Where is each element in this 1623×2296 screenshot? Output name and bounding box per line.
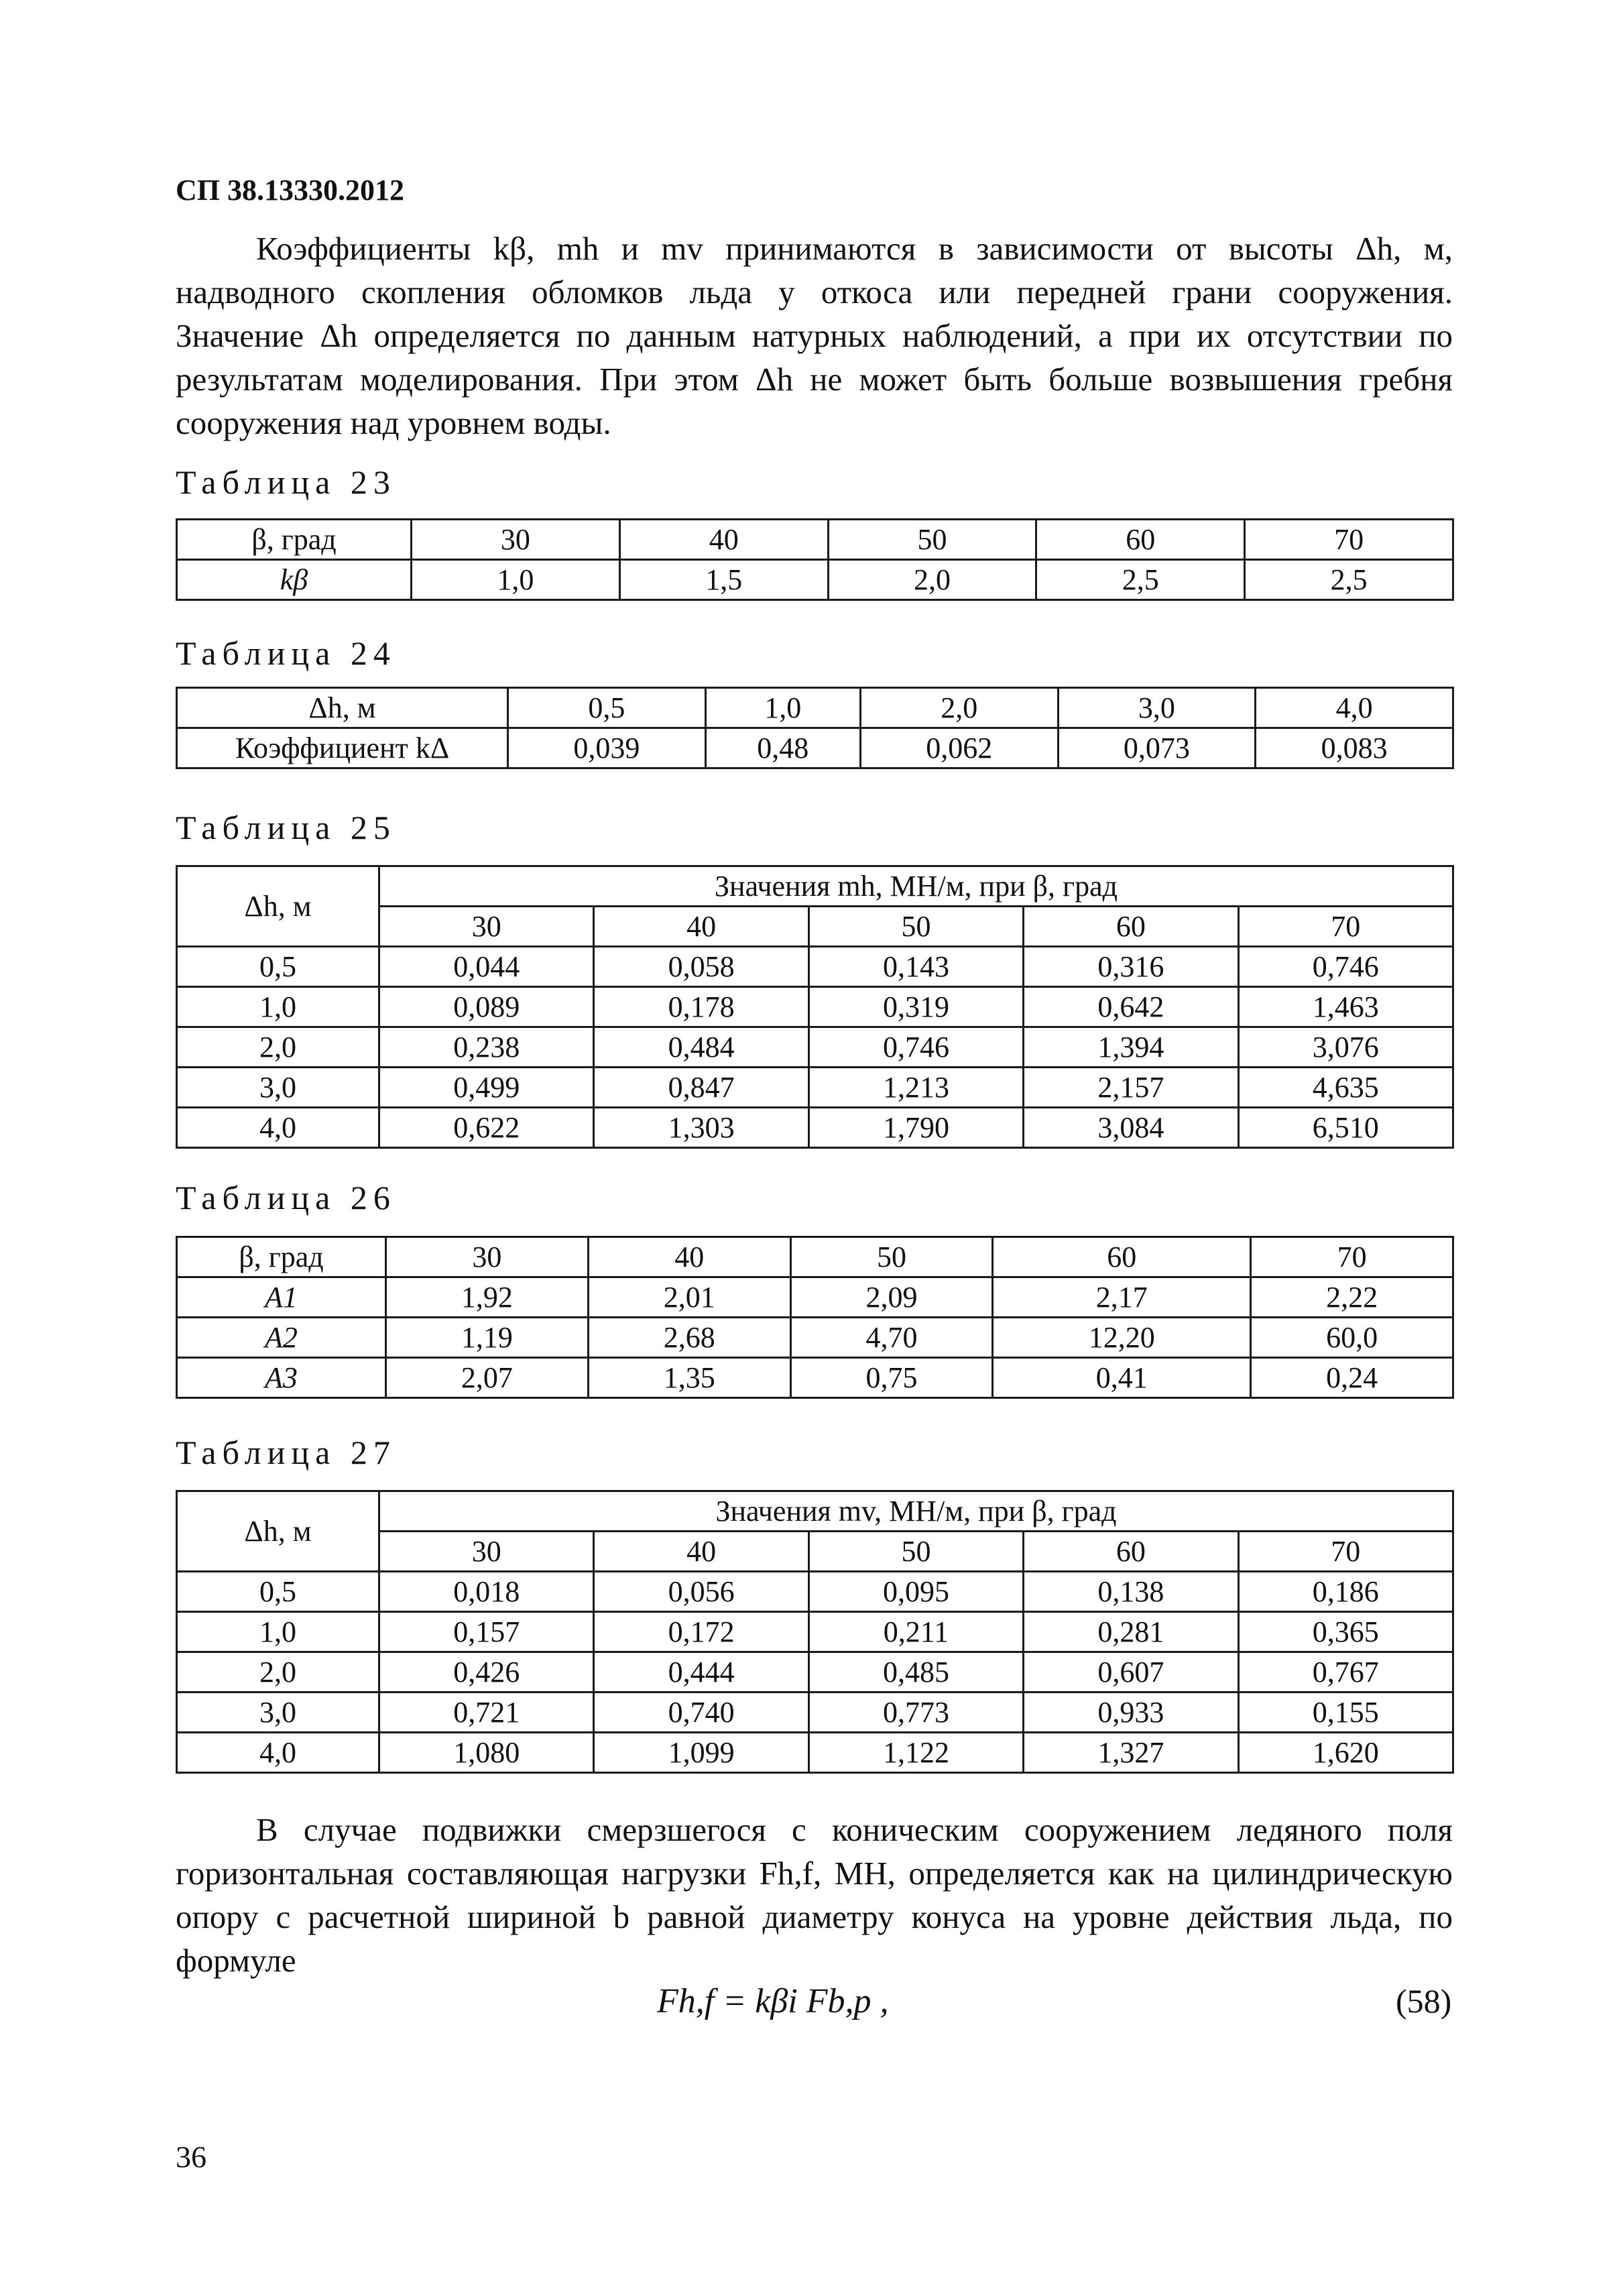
header-cell: 30	[379, 1532, 594, 1572]
header-cell: 30	[412, 520, 620, 560]
table-cell: 12,20	[993, 1318, 1251, 1358]
group-header-cell: Значения mv, МН/м, при β, град	[379, 1491, 1453, 1532]
row-label: Коэффициент kΔ	[177, 728, 508, 768]
table-row	[177, 728, 1453, 768]
header-cell: β, град	[177, 520, 412, 560]
table-row	[177, 560, 1453, 600]
header-cell: 70	[1245, 520, 1453, 560]
header-cell: 50	[790, 1237, 993, 1277]
table-cell: 0,083	[1256, 728, 1453, 768]
intro-line: Коэффициенты kβ, mh и mv принимаются в зависимости от высоты Δh, м,	[256, 230, 1453, 267]
table-cell: 1,19	[386, 1318, 589, 1358]
table-row	[177, 987, 1453, 1027]
table-row	[177, 1277, 1453, 1318]
header-cell: Δh, м	[177, 688, 508, 728]
table-row	[177, 1612, 1453, 1652]
table-cell: 0,095	[808, 1572, 1023, 1612]
page-number: 36	[176, 2140, 206, 2174]
table-cell: 0,316	[1024, 947, 1238, 987]
table-cell: 1,080	[379, 1733, 594, 1773]
table-cell: 1,5	[619, 560, 828, 600]
table-cell: 3,076	[1238, 1027, 1453, 1068]
table25	[176, 865, 1454, 1149]
table-cell: 0,740	[594, 1692, 808, 1733]
table-cell: 0,178	[594, 987, 808, 1027]
table-cell: 0,039	[508, 728, 706, 768]
table26	[176, 1236, 1454, 1399]
table-cell: 0,365	[1238, 1612, 1453, 1652]
table27-caption: Таблица 27	[176, 1434, 396, 1471]
header-cell: 60	[1036, 520, 1245, 560]
table-cell: 0,186	[1238, 1572, 1453, 1612]
row-label: A1	[177, 1277, 386, 1318]
table-cell: 0,642	[1024, 987, 1238, 1027]
table-cell: 0,607	[1024, 1652, 1238, 1692]
table-row	[177, 1358, 1453, 1398]
document-code: СП 38.13330.2012	[176, 174, 404, 207]
table-row	[177, 947, 1453, 987]
table-cell: 4,0	[177, 1733, 379, 1773]
table23	[176, 518, 1454, 601]
table-cell: 1,0	[177, 1612, 379, 1652]
intro-line: результатам моделирования. При этом Δh не может быть больше возвышения гребня	[176, 361, 1453, 398]
table-cell: 1,463	[1238, 987, 1453, 1027]
table-cell: 0,484	[594, 1027, 808, 1068]
header-cell: 30	[379, 907, 594, 947]
table-cell: 0,622	[379, 1108, 594, 1148]
closing-line: горизонтальная составляющая нагрузки Fh,f, МН, определяется как на цилиндрическую	[176, 1855, 1453, 1892]
closing-line: опору с расчетной шириной b равной диаметру конуса на уровне действия льда, по	[176, 1898, 1453, 1935]
table-cell: 0,319	[808, 987, 1023, 1027]
table-cell: 2,17	[993, 1277, 1251, 1318]
table-cell: 0,172	[594, 1612, 808, 1652]
header-cell: 50	[808, 907, 1023, 947]
row-label: kβ	[177, 560, 412, 600]
table-cell: 1,303	[594, 1108, 808, 1148]
header-cell: 50	[828, 520, 1036, 560]
table-cell: 0,746	[808, 1027, 1023, 1068]
table-cell: 1,0	[412, 560, 620, 600]
row-label: A3	[177, 1358, 386, 1398]
table-cell: 0,721	[379, 1692, 594, 1733]
table-cell: 1,620	[1238, 1733, 1453, 1773]
table-cell: 0,157	[379, 1612, 594, 1652]
header-cell: 60	[1024, 1532, 1238, 1572]
table24-caption: Таблица 24	[176, 634, 396, 672]
table-cell: 0,41	[993, 1358, 1251, 1398]
table-cell: 1,122	[808, 1733, 1023, 1773]
table-cell: 3,0	[177, 1068, 379, 1108]
header-cell: 40	[619, 520, 828, 560]
table-cell: 1,394	[1024, 1027, 1238, 1068]
header-cell: 1,0	[705, 688, 860, 728]
table-cell: 0,746	[1238, 947, 1453, 987]
table-cell: 0,238	[379, 1027, 594, 1068]
table-row	[177, 1692, 1453, 1733]
table-cell: 2,5	[1036, 560, 1245, 600]
table-cell: 0,018	[379, 1572, 594, 1612]
table-cell: 0,48	[705, 728, 860, 768]
table-cell: 0,211	[808, 1612, 1023, 1652]
table-row	[177, 1652, 1453, 1692]
table-header-row	[177, 688, 1453, 728]
table-cell: 2,22	[1251, 1277, 1453, 1318]
table-cell: 1,327	[1024, 1733, 1238, 1773]
table-row	[177, 1027, 1453, 1068]
table-cell: 1,790	[808, 1108, 1023, 1148]
table-cell: 2,0	[177, 1027, 379, 1068]
table24	[176, 687, 1454, 769]
table-cell: 1,35	[588, 1358, 790, 1398]
row-header-cell: Δh, м	[177, 1491, 379, 1572]
header-cell: 70	[1238, 1532, 1453, 1572]
table-cell: 0,485	[808, 1652, 1023, 1692]
table-cell: 0,062	[860, 728, 1058, 768]
table-cell: 0,138	[1024, 1572, 1238, 1612]
table-cell: 1,099	[594, 1733, 808, 1773]
table-cell: 0,281	[1024, 1612, 1238, 1652]
table-cell: 2,0	[828, 560, 1036, 600]
table-cell: 6,510	[1238, 1108, 1453, 1148]
row-header-cell: Δh, м	[177, 866, 379, 947]
header-cell: 70	[1238, 907, 1453, 947]
table-header-row	[177, 1491, 1453, 1532]
table-row	[177, 1572, 1453, 1612]
table-cell: 2,5	[1245, 560, 1453, 600]
table-cell: 0,444	[594, 1652, 808, 1692]
table-cell: 3,084	[1024, 1108, 1238, 1148]
table-cell: 0,155	[1238, 1692, 1453, 1733]
header-cell: 60	[1024, 907, 1238, 947]
table-cell: 0,143	[808, 947, 1023, 987]
table-cell: 0,24	[1251, 1358, 1453, 1398]
table-cell: 2,07	[386, 1358, 589, 1398]
table-cell: 0,089	[379, 987, 594, 1027]
table-row	[177, 1733, 1453, 1773]
intro-line: сооружения над уровнем воды.	[176, 404, 611, 441]
table-cell: 0,5	[177, 947, 379, 987]
header-cell: 3,0	[1058, 688, 1256, 728]
header-cell: 60	[993, 1237, 1251, 1277]
table-cell: 0,058	[594, 947, 808, 987]
header-cell: 40	[594, 907, 808, 947]
table-cell: 0,5	[177, 1572, 379, 1612]
header-cell: 40	[588, 1237, 790, 1277]
table-row	[177, 1318, 1453, 1358]
table-cell: 1,92	[386, 1277, 589, 1318]
table-cell: 0,499	[379, 1068, 594, 1108]
table23-caption: Таблица 23	[176, 463, 396, 501]
table-cell: 1,213	[808, 1068, 1023, 1108]
table-header-row	[177, 866, 1453, 907]
header-cell: 30	[386, 1237, 589, 1277]
intro-paragraph	[176, 227, 1453, 445]
table-cell: 2,01	[588, 1277, 790, 1318]
closing-line: В случае подвижки смерзшегося с коническим сооружением ледяного поля	[256, 1811, 1453, 1848]
table27	[176, 1490, 1454, 1774]
header-cell: 70	[1251, 1237, 1453, 1277]
table-cell: 0,847	[594, 1068, 808, 1108]
formula-58: Fh,f = kβi Fb,p ,	[657, 1982, 889, 2020]
header-cell: 50	[808, 1532, 1023, 1572]
table-cell: 3,0	[177, 1692, 379, 1733]
table26-caption: Таблица 26	[176, 1179, 396, 1216]
header-cell: 0,5	[508, 688, 706, 728]
header-cell: β, град	[177, 1237, 386, 1277]
intro-line: Значение Δh определяется по данным натурных наблюдений, а при их отсутствии по	[176, 317, 1453, 354]
table-header-row	[177, 1237, 1453, 1277]
table-cell: 0,75	[790, 1358, 993, 1398]
header-cell: 4,0	[1256, 688, 1453, 728]
table-cell: 4,0	[177, 1108, 379, 1148]
table-cell: 0,073	[1058, 728, 1256, 768]
table-cell: 60,0	[1251, 1318, 1453, 1358]
closing-line: формуле	[176, 1942, 296, 1979]
closing-paragraph	[176, 1808, 1453, 1982]
table-cell: 4,635	[1238, 1068, 1453, 1108]
intro-line: надводного скопления обломков льда у откоса или передней грани сооружения.	[176, 274, 1453, 310]
table-cell: 2,68	[588, 1318, 790, 1358]
table-row	[177, 1068, 1453, 1108]
table-cell: 4,70	[790, 1318, 993, 1358]
table-cell: 2,157	[1024, 1068, 1238, 1108]
table-cell: 1,0	[177, 987, 379, 1027]
table-cell: 2,09	[790, 1277, 993, 1318]
table-cell: 0,933	[1024, 1692, 1238, 1733]
table25-caption: Таблица 25	[176, 809, 396, 846]
table-cell: 0,056	[594, 1572, 808, 1612]
table-cell: 0,767	[1238, 1652, 1453, 1692]
header-cell: 2,0	[860, 688, 1058, 728]
table-cell: 0,044	[379, 947, 594, 987]
group-header-cell: Значения mh, МН/м, при β, град	[379, 866, 1453, 907]
table-cell: 0,773	[808, 1692, 1023, 1733]
table-header-row	[177, 520, 1453, 560]
table-row	[177, 1108, 1453, 1148]
table-cell: 2,0	[177, 1652, 379, 1692]
header-cell: 40	[594, 1532, 808, 1572]
formula-number: (58)	[1396, 1982, 1452, 2020]
table-cell: 0,426	[379, 1652, 594, 1692]
row-label: A2	[177, 1318, 386, 1358]
